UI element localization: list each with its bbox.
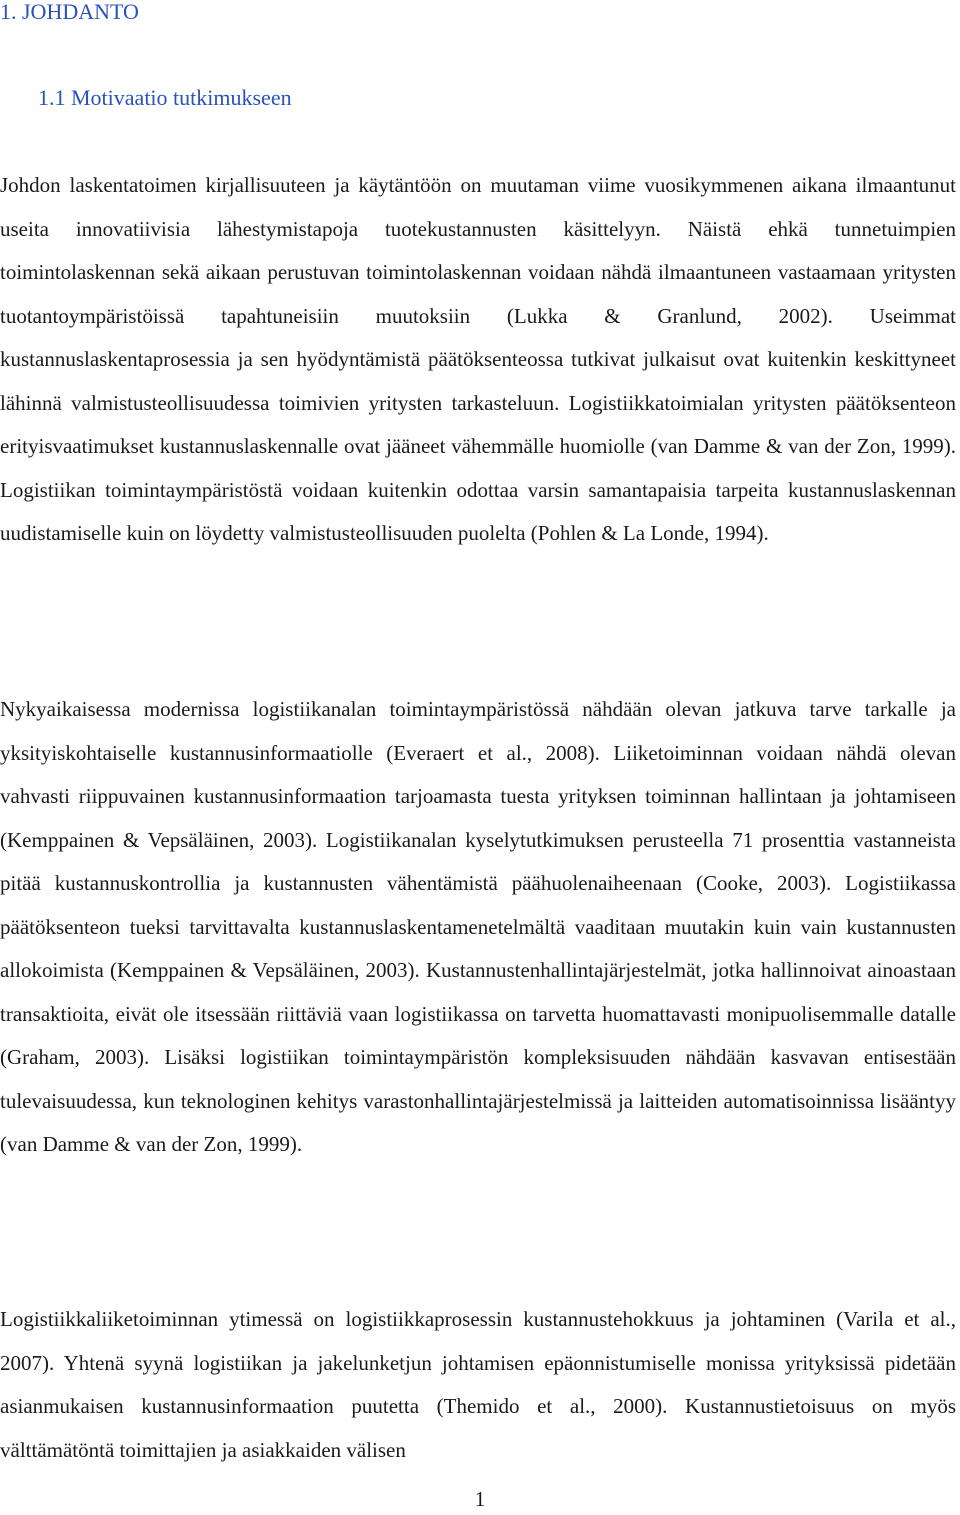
chapter-heading: 1. JOHDANTO [0,0,139,24]
page-number: 1 [474,1487,486,1511]
section-heading: 1.1 Motivaatio tutkimukseen [38,85,292,110]
paragraph-2: Nykyaikaisessa modernissa logistiikanalan toimintaympäristössä nähdään olevan jatkuva tarve tarkalle ja yksityiskohtaiselle kustannusinformaatiolle (Everaert et al., 2008). Liiketoiminnan voidaan nähdä olevan vahvasti riippuvainen kustannusinformaation tarjoamasta tuesta yrityksen toiminnan hallintaan ja johtamiseen (Kemppainen & Vepsäläinen, 2003). Logistiikanalan kyselytutkimuksen perusteella 71 prosenttia vastanneista pitää kustannuskontrollia ja kustannusten vähentämistä päähuolenaiheenaan (Cooke, 2003). Logistiikassa päätöksenteon tueksi tarvittavalta kustannuslaskentamenetelmältä vaaditaan muutakin kuin vain kustannusten allokoimista (Kemppainen & Vepsäläinen, 2003). Kustannustenhallintajärjestelmät, jotka hallinnoivat ainoastaan transaktioita, eivät ole itsessään riittäviä vaan logistiikassa on tarvetta huomattavasti monipuolisemmalle datalle (Graham, 2003). Lisäksi logistiikan toimintaympäristön kompleksisuuden nähdään kasvavan entisestään tulevaisuudessa, kun teknologinen kehitys varastonhallintajärjestelmissä ja laitteiden automatisoinnissa lisääntyy (van Damme & van der Zon, 1999). [0,697,956,1156]
paragraph-1: Johdon laskentatoimen kirjallisuuteen ja käytäntöön on muutaman viime vuosikymmenen aikana ilmaantunut useita innovatiivisia lähestymistapoja tuotekustannusten käsittelyyn. Näistä ehkä tunnetuimpien toimintolaskennan sekä aikaan perustuvan toimintolaskennan voidaan nähdä ilmaantuneen vastaamaan yritysten tuotantoympäristöissä tapahtuneisiin muutoksiin (Lukka & Granlund, 2002). Useimmat kustannuslaskentaprosessia ja sen hyödyntämistä päätöksenteossa tutkivat julkaisut ovat kuitenkin keskittyneet lähinnä valmistusteollisuudessa toimivien yritysten tarkasteluun. Logistiikkatoimialan yritysten päätöksenteon erityisvaatimukset kustannuslaskennalle ovat jääneet vähemmälle huomiolle (van Damme & van der Zon, 1999). Logistiikan toimintaympäristöstä voidaan kuitenkin odottaa varsin samantapaisia tarpeita kustannuslaskennan uudistamiselle kuin on löydetty valmistusteollisuuden puolelta (Pohlen & La Londe, 1994). [0,173,956,545]
paragraph-3: Logistiikkaliiketoiminnan ytimessä on logistiikkaprosessin kustannustehokkuus ja johtaminen (Varila et al., 2007). Yhtenä syynä logistiikan ja jakelunketjun johtamisen epäonnistumiselle monissa yrityksissä pidetään asianmukaisen kustannusinformaation puutetta (Themido et al., 2000). Kustannustietoisuus on myös välttämätöntä toimittajien ja asiakkaiden välisen [0,1307,956,1462]
